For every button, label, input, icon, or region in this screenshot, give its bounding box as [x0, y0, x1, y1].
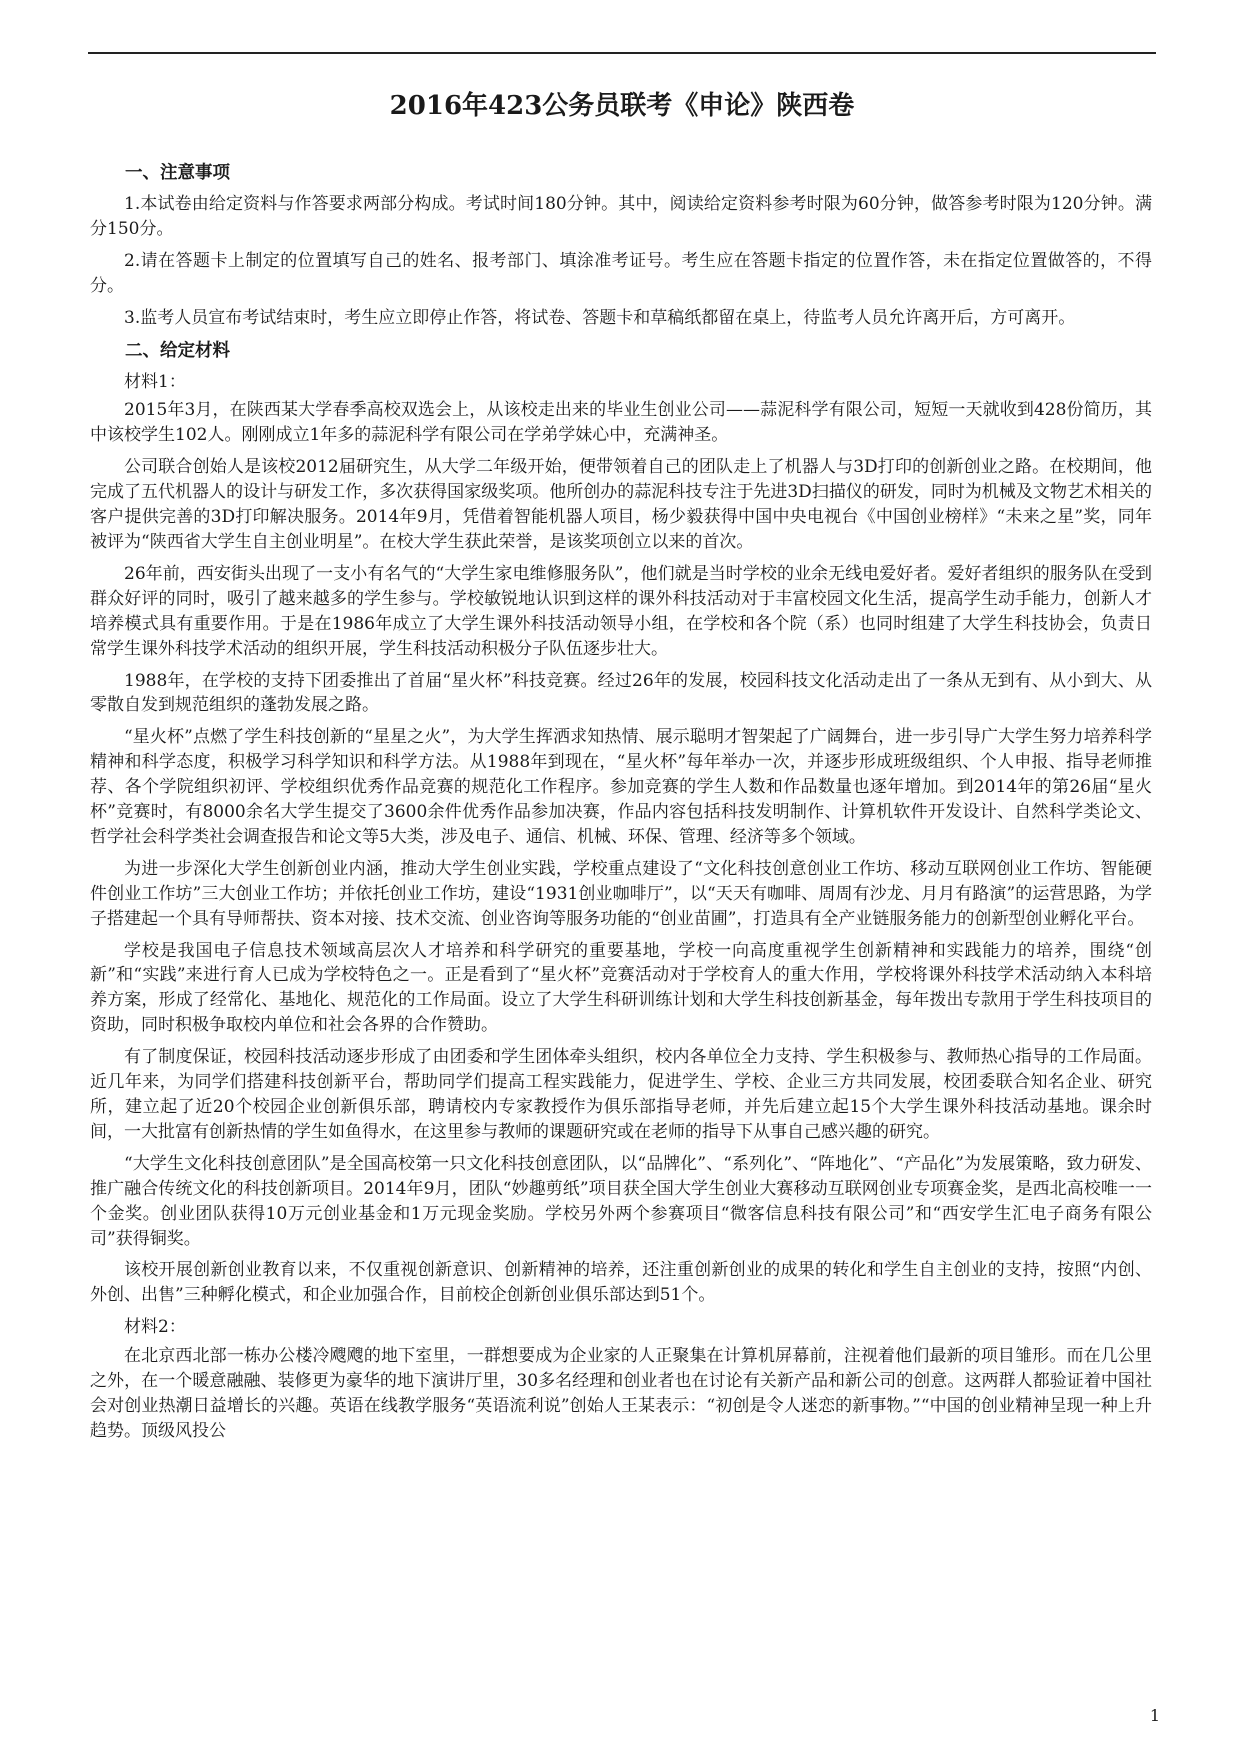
material-paragraph: 26年前，西安街头出现了一支小有名气的“大学生家电维修服务队”，他们就是当时学校的业余无线电爱好者。爱好者组织的服务队在受到群众好评的同时，吸引了越来越多的学生参与。学校敏锐地认识到这样的课外科技活动对于丰富校园文化生活，提高学生动手能力，创新人才培养模式具有重要作用。于是在1986年成立了大学生课外科技活动领导小组，在学校和各个院（系）也同时组建了大学生科技协会，负责日常学生课外科技学术活动的组织开展，学生科技活动积极分子队伍逐步壮大。	[90, 563, 1152, 659]
material-paragraph: 有了制度保证，校园科技活动逐步形成了由团委和学生团体牵头组织，校内各单位全力支持、学生积极参与、教师热心指导的工作局面。近几年来，为同学们搭建科技创新平台，帮助同学们提高工程实践能力，促进学生、学校、企业三方共同发展，校团委联合知名企业、研究所，建立起了近20个校园企业创新俱乐部，聘请校内专家教授作为俱乐部指导老师，并先后建立起15个大学生课外科技活动基地。课余时间，一大批富有创新热情的学生如鱼得水，在这里参与教师的课题研究或在老师的指导下从事自己感兴趣的研究。	[90, 1047, 1152, 1142]
document-title: 2016年423公务员联考《申论》陕西卷	[389, 91, 855, 121]
material-paragraph: “大学生文化科技创意团队”是全国高校第一只文化科技创意团队，以“品牌化”、“系列化”、“阵地化”、“产品化”为发展策略，致力研发、推广融合传统文化的科技创新项目。2014年9月，团队“妙趣剪纸”项目获全国大学生创业大赛移动互联网创业专项赛金奖，是西北高校唯一一个金奖。创业团队获得10万元创业基金和1万元现金奖励。学校另外两个参赛项目“微客信息科技有限公司”和“西安学生汇电子商务有限公司”获得铜奖。	[90, 1153, 1152, 1249]
header-rule	[88, 52, 1156, 54]
material-paragraph: 为进一步深化大学生创新创业内涵，推动大学生创业实践，学校重点建设了“文化科技创意创业工作坊、移动互联网创业工作坊、智能硬件创业工作坊”三大创业工作坊；并依托创业工作坊，建设“1931创业咖啡厅”，以“天天有咖啡、周周有沙龙、月月有路演”的运营思路，为学子搭建起一个具有导师帮扶、资本对接、技术交流、创业咨询等服务功能的“创业苗圃”，打造具有全产业链服务能力的创新型创业孵化平台。	[90, 858, 1152, 929]
material-paragraph: 学校是我国电子信息技术领域高层次人才培养和科学研究的重要基地，学校一向高度重视学生创新精神和实践能力的培养，围绕“创新”和“实践”来进行育人已成为学校特色之一。正是看到了“星火杯”竞赛活动对于学校育人的重大作用，学校将课外科技学术活动纳入本科培养方案，形成了经常化、基地化、规范化的工作局面。设立了大学生科研训练计划和大学生科技创新基金，每年拨出专款用于学生科技项目的资助，同时积极争取校内单位和社会各界的合作赞助。	[90, 940, 1152, 1036]
material-label: 材料1：	[124, 371, 186, 392]
material-paragraph: 该校开展创新创业教育以来，不仅重视创新意识、创新精神的培养，还注重创新创业的成果的转化和学生自主创业的支持，按照“内创、外创、出售”三种孵化模式，和企业加强合作，目前校企创新创业俱乐部达到51个。	[90, 1260, 1152, 1306]
section-heading-notice: 一、注意事项	[125, 163, 230, 183]
document-body	[90, 160, 1152, 1451]
notice-item: 2.请在答题卡上制定的位置填写自己的姓名、报考部门、填涂准考证号。考生应在答题卡指定的位置作答，未在指定位置做答的，不得分。	[90, 250, 1152, 296]
page-number: 1	[1149, 1706, 1160, 1725]
material-paragraph: “星火杯”点燃了学生科技创新的“星星之火”，为大学生挥洒求知热情、展示聪明才智架起了广阔舞台，进一步引导广大学生努力培养科学精神和科学态度，积极学习科学知识和科学方法。从1988年到现在，“星火杯”每年举办一次，并逐步形成班级组织、个人申报、指导老师推荐、各个学院组织初评、学校组织优秀作品竞赛的规范化工作程序。参加竞赛的学生人数和作品数量也逐年增加。到2014年的第26届“星火杯”竞赛时，有8000余名大学生提交了3600余件优秀作品参加决赛，作品内容包括科技发明制作、计算机软件开发设计、自然科学类论文、哲学社会科学类社会调查报告和论文等5大类，涉及电子、通信、机械、环保、管理、经济等多个领域。	[90, 727, 1152, 847]
material-paragraph: 1988年，在学校的支持下团委推出了首届“星火杯”科技竞赛。经过26年的发展，校园科技文化活动走出了一条从无到有、从小到大、从零散自发到规范组织的蓬勃发展之路。	[90, 670, 1152, 716]
material-paragraph: 公司联合创始人是该校2012届研究生，从大学二年级开始，便带领着自己的团队走上了机器人与3D打印的创新创业之路。在校期间，他完成了五代机器人的设计与研发工作，多次获得国家级奖项。他所创办的蒜泥科技专注于先进3D扫描仪的研发，同时为机械及文物艺术相关的客户提供完善的3D打印解决服务。2014年9月，凭借着智能机器人项目，杨少毅获得中国中央电视台《中国创业榜样》“未来之星”奖，同年被评为“陕西省大学生自主创业明星”。在校大学生获此荣誉，是该奖项创立以来的首次。	[90, 457, 1152, 552]
section-heading-materials: 二、给定材料	[125, 340, 230, 361]
notice-item: 1.本试卷由给定资料与作答要求两部分构成。考试时间180分钟。其中，阅读给定资料参考时限为60分钟，做答参考时限为120分钟。满分150分。	[90, 194, 1152, 239]
material-paragraph: 在北京西北部一栋办公楼冷飕飕的地下室里，一群想要成为企业家的人正聚集在计算机屏幕前，注视着他们最新的项目雏形。而在几公里之外，在一个暖意融融、装修更为豪华的地下演讲厅里，30多名经理和创业者也在讨论有关新产品和新公司的创意。这两群人都验证着中国社会对创业热潮日益增长的兴趣。英语在线教学服务“英语流利说”创始人王某表示：“初创是令人迷恋的新事物。”“中国的创业精神呈现一种上升趋势。顶级风投公	[90, 1346, 1152, 1441]
notice-item: 3.监考人员宣布考试结束时，考生应立即停止作答，将试卷、答题卡和草稿纸都留在桌上，待监考人员允许离开后，方可离开。	[124, 307, 1076, 328]
material-paragraph: 2015年3月，在陕西某大学春季高校双选会上，从该校走出来的毕业生创业公司——蒜泥科学有限公司，短短一天就收到428份简历，其中该校学生102人。刚刚成立1年多的蒜泥科学有限公司在学弟学妹心中，充满神圣。	[90, 400, 1152, 446]
material-label: 材料2：	[124, 1317, 186, 1338]
